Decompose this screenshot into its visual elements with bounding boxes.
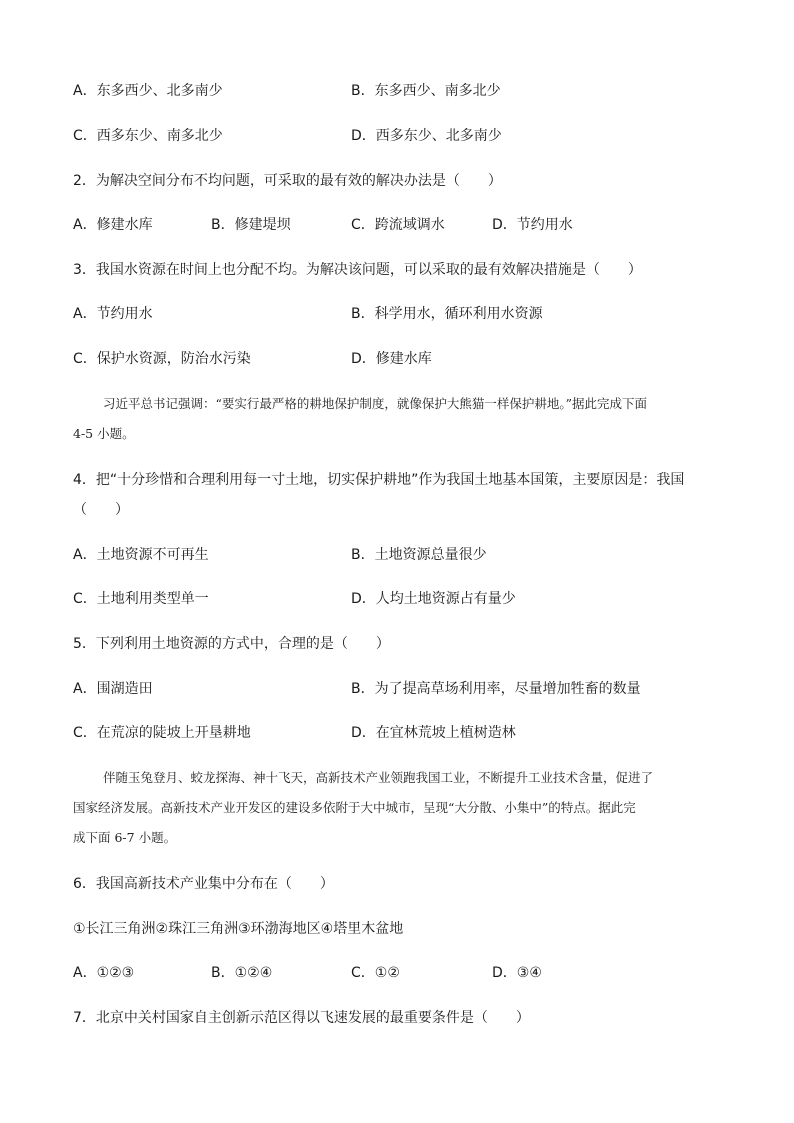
- q3-option-a: A．节约用水: [73, 306, 153, 322]
- passage-2-line-1: 伴随玉兔登月、蛟龙探海、神十飞天，高新技术产业领跑我国工业，不断提升工业技术含量，促进了: [103, 770, 654, 785]
- q5-option-b: B．为了提高草场利用率，尽量增加牲畜的数量: [351, 681, 641, 697]
- q3-option-b: B．科学用水，循环利用水资源: [351, 306, 543, 322]
- q2-option-c: C．跨流域调水: [351, 217, 445, 233]
- q2-stem: 2．为解决空间分布不均问题，可采取的最有效的解决办法是（ ）: [73, 173, 502, 189]
- q6-choices: ①长江三角洲②珠江三角洲③环渤海地区④塔里木盆地: [73, 921, 404, 937]
- q3-option-d: D．修建水库: [351, 351, 432, 367]
- q4-option-a: A．土地资源不可再生: [73, 547, 209, 563]
- q3-stem: 3．我国水资源在时间上也分配不均。为解决该问题，可以采取的最有效解决措施是（ ）: [73, 262, 642, 278]
- q4-option-b: B．土地资源总量很少: [351, 547, 487, 563]
- q2-option-b: B．修建堤坝: [211, 217, 291, 233]
- passage-2-line-3: 成下面 6-7 小题。: [73, 830, 177, 845]
- q5-option-d: D．在宜林荒坡上植树造林: [351, 725, 516, 741]
- q4-stem: 4．把“十分珍惜和合理利用每一寸土地，切实保护耕地”作为我国土地基本国策，主要原因是：我国: [73, 472, 685, 488]
- q1-option-c: C．西多东少、南多北少: [73, 128, 223, 144]
- q6-option-d: D．③④: [492, 965, 542, 981]
- q2-option-a: A．修建水库: [73, 217, 153, 233]
- q1-option-a: A．东多西少、北多南少: [73, 83, 223, 99]
- q5-stem: 5．下列利用土地资源的方式中，合理的是（ ）: [73, 636, 390, 652]
- q1-option-b: B．东多西少、南多北少: [351, 83, 501, 99]
- q3-option-c: C．保护水资源，防治水污染: [73, 351, 251, 367]
- q7-stem: 7．北京中关村国家自主创新示范区得以飞速发展的最重要条件是（ ）: [73, 1010, 530, 1026]
- passage-1-line-2: 4-5 小题。: [73, 426, 135, 441]
- q6-option-a: A．①②③: [73, 965, 135, 981]
- q4-option-c: C．土地利用类型单一: [73, 591, 209, 607]
- q6-option-c: C．①②: [351, 965, 400, 981]
- q1-option-d: D．西多东少、北多南少: [351, 128, 502, 144]
- q6-stem: 6．我国高新技术产业集中分布在（ ）: [73, 876, 334, 892]
- q2-option-d: D．节约用水: [492, 217, 573, 233]
- passage-1-line-1: 习近平总书记强调：“要实行最严格的耕地保护制度，就像保护大熊猫一样保护耕地。”据此完成下面: [103, 396, 648, 411]
- q4-stem-paren: （ ）: [73, 502, 129, 518]
- q6-option-b: B．①②④: [211, 965, 273, 981]
- q5-option-a: A．围湖造田: [73, 681, 153, 697]
- q4-option-d: D．人均土地资源占有量少: [351, 591, 516, 607]
- q5-option-c: C．在荒凉的陡坡上开垦耕地: [73, 725, 251, 741]
- passage-2-line-2: 国家经济发展。高新技术产业开发区的建设多依附于大中城市，呈现“大分散、小集中”的特点。据此完: [73, 800, 636, 815]
